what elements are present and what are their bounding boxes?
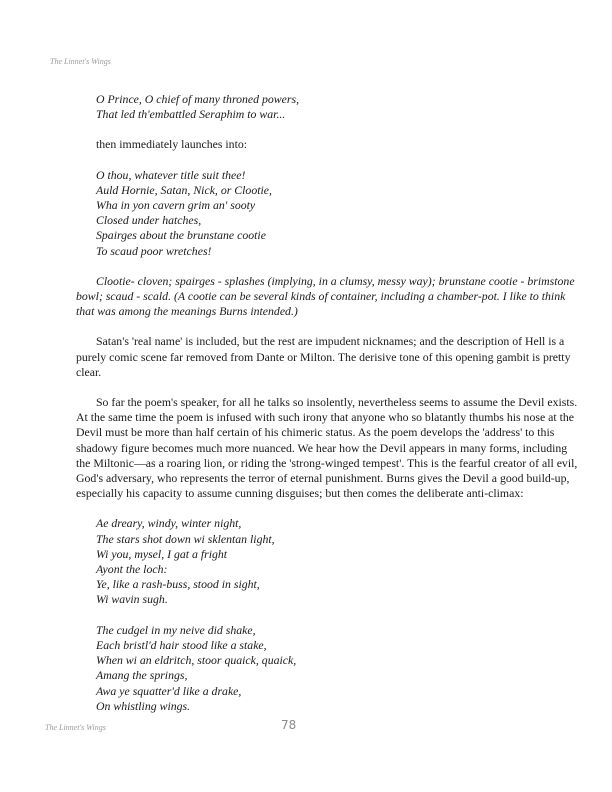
running-header: The Linnet's Wings: [50, 57, 111, 66]
verse-line: Each bristl'd hair stood like a stake,: [96, 637, 267, 652]
verse-line: O thou, whatever title suit thee!: [96, 167, 246, 182]
verse-line: Ae dreary, windy, winter night,: [96, 516, 242, 531]
verse-line: The cudgel in my neive did shake,: [96, 622, 256, 637]
body-paragraph: Satan's 'real name' is included, but the rest are impudent nicknames; and the description of Hell is a purely comic scene far removed from Dante or Milton. The derisive tone of this opening gambit is pretty clear.: [76, 334, 571, 379]
verse-line: The stars shot down wi sklentan light,: [96, 531, 275, 546]
verse-line: On whistling wings.: [96, 698, 191, 713]
page-number: 78: [281, 718, 297, 732]
verse-line: Amang the springs,: [96, 668, 188, 683]
verse-quote-burns-opening: [96, 168, 580, 259]
verse-line: Awa ye squatter'd like a drake,: [96, 683, 242, 698]
verse-line: Wi wavin sugh.: [96, 592, 168, 607]
verse-line: When wi an eldritch, stoor quaick, quaick,: [96, 653, 297, 668]
verse-line: Closed under hatches,: [96, 213, 202, 228]
verse-line: To scaud poor wretches!: [96, 243, 212, 258]
transition-text: then immediately launches into:: [96, 137, 248, 152]
verse-line: Wha in yon cavern grim an' sooty: [96, 198, 256, 213]
verse-quote-milton: [96, 92, 580, 122]
verse-line: Spairges about the brunstane cootie: [96, 228, 266, 243]
glossary-note: Clootie- cloven; spairges - splashes (implying, in a clumsy, messy way); brunstane cootie - brimstone bowl; scaud - scald. (A cootie can be several kinds of container, including a chamber-pot. I like to think that was among the meanings Burns intended.): [76, 273, 575, 319]
verse-line: Ye, like a rash-buss, stood in sight,: [96, 577, 260, 592]
verse-line: That led th'embattled Seraphim to war...: [96, 107, 286, 122]
body-paragraph: So far the poem's speaker, for all he talks so insolently, nevertheless seems to assume the Devil exists. At the same time the poem is infused with such irony that anyone who so blatantly thumbs his nose at the Devil must be more than half certain of his chimeric status. As the poem develops the 'address' to this shadowy figure becomes much more nuanced. We hear how the Devil appears in many forms, including the Miltonic—as a roaring lion, or riding the 'strong-winged tempest'. This is the fearful creator of all evil, God's adversary, who represents the terror of eternal punishment. Burns gives the Devil a good build-up, especially his capacity to assume cunning disguises; but then comes the deliberate anti-climax:: [76, 395, 578, 501]
verse-quote-cudgel: [96, 623, 580, 714]
page-body: [76, 92, 580, 714]
verse-line: Auld Hornie, Satan, Nick, or Clootie,: [96, 182, 272, 197]
verse-line: O Prince, O chief of many throned powers,: [96, 92, 300, 106]
verse-line: Ayont the loch:: [96, 562, 168, 577]
verse-line: Wi you, mysel, I gat a fright: [96, 546, 228, 561]
footer-title: The Linnet's Wings: [45, 723, 106, 732]
verse-quote-winter-night: [96, 516, 580, 607]
